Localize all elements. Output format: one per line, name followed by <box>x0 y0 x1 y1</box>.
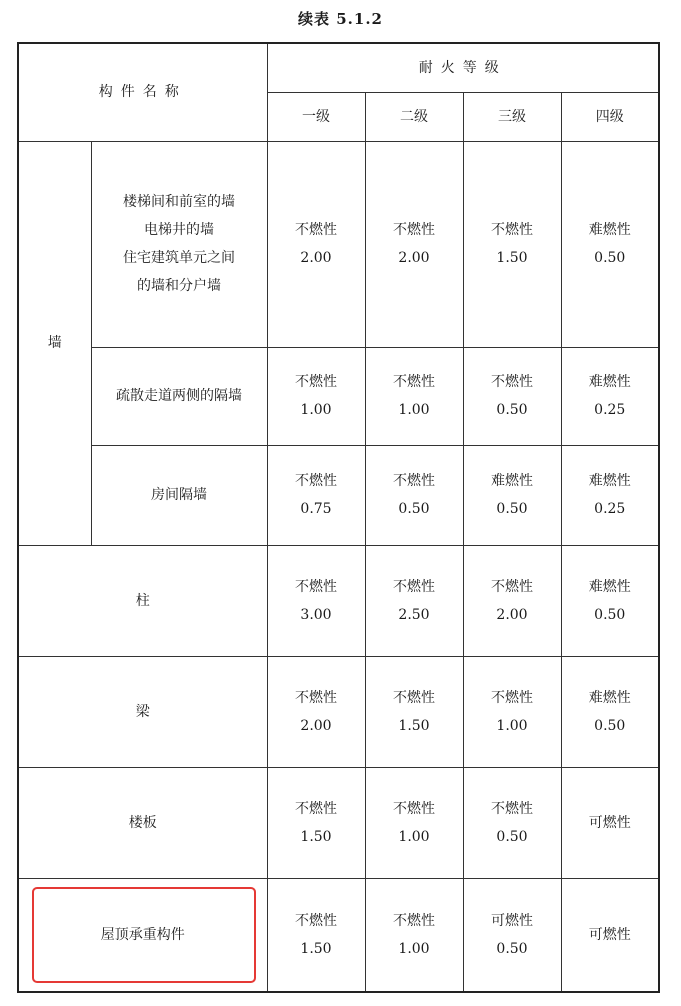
rating-cell: 不燃性 1.50 <box>463 141 561 347</box>
rating-cell: 不燃性 1.00 <box>267 347 365 445</box>
rating-cell: 可燃性 0.50 <box>463 878 561 992</box>
rating-cell: 难燃性 0.50 <box>561 141 659 347</box>
rating-cell: 不燃性 1.50 <box>365 656 463 767</box>
header-level-2: 二级 <box>365 92 463 141</box>
row-name: 屋顶承重构件 <box>18 878 267 992</box>
rating-cell: 可燃性 <box>561 767 659 878</box>
fire-rating-table <box>17 42 660 993</box>
rating-cell: 不燃性 2.00 <box>365 141 463 347</box>
header-level-3: 三级 <box>463 92 561 141</box>
rating-cell: 不燃性 0.50 <box>463 347 561 445</box>
header-fire-rating: 耐火等级 <box>267 43 659 92</box>
rating-cell: 不燃性 3.00 <box>267 545 365 656</box>
rating-cell: 不燃性 1.50 <box>267 767 365 878</box>
rating-cell: 不燃性 2.00 <box>463 545 561 656</box>
header-component-name: 构件名称 <box>18 43 267 141</box>
rating-cell: 不燃性 0.50 <box>365 445 463 545</box>
rating-cell: 不燃性 1.00 <box>365 767 463 878</box>
rating-cell: 不燃性 1.00 <box>365 347 463 445</box>
wall-group-label: 墙 <box>18 141 91 545</box>
rating-cell: 难燃性 0.50 <box>561 545 659 656</box>
row-name: 楼梯间和前室的墙 电梯井的墙 住宅建筑单元之间 的墙和分户墙 <box>91 141 267 347</box>
row-name: 房间隔墙 <box>91 445 267 545</box>
row-name: 楼板 <box>18 767 267 878</box>
rating-cell: 不燃性 2.00 <box>267 656 365 767</box>
header-level-4: 四级 <box>561 92 659 141</box>
row-name: 梁 <box>18 656 267 767</box>
rating-cell: 不燃性 1.00 <box>463 656 561 767</box>
rating-cell: 难燃性 0.25 <box>561 347 659 445</box>
row-name: 疏散走道两侧的隔墙 <box>91 347 267 445</box>
row-name: 柱 <box>18 545 267 656</box>
rating-cell: 不燃性 2.00 <box>267 141 365 347</box>
rating-cell: 不燃性 2.50 <box>365 545 463 656</box>
rating-cell: 不燃性 0.50 <box>463 767 561 878</box>
rating-cell: 可燃性 <box>561 878 659 992</box>
rating-cell: 不燃性 1.50 <box>267 878 365 992</box>
rating-cell: 不燃性 0.75 <box>267 445 365 545</box>
header-level-1: 一级 <box>267 92 365 141</box>
rating-cell: 难燃性 0.50 <box>463 445 561 545</box>
table-caption: 续表 5.1.2 <box>298 10 383 28</box>
rating-cell: 难燃性 0.50 <box>561 656 659 767</box>
rating-cell: 难燃性 0.25 <box>561 445 659 545</box>
rating-cell: 不燃性 1.00 <box>365 878 463 992</box>
